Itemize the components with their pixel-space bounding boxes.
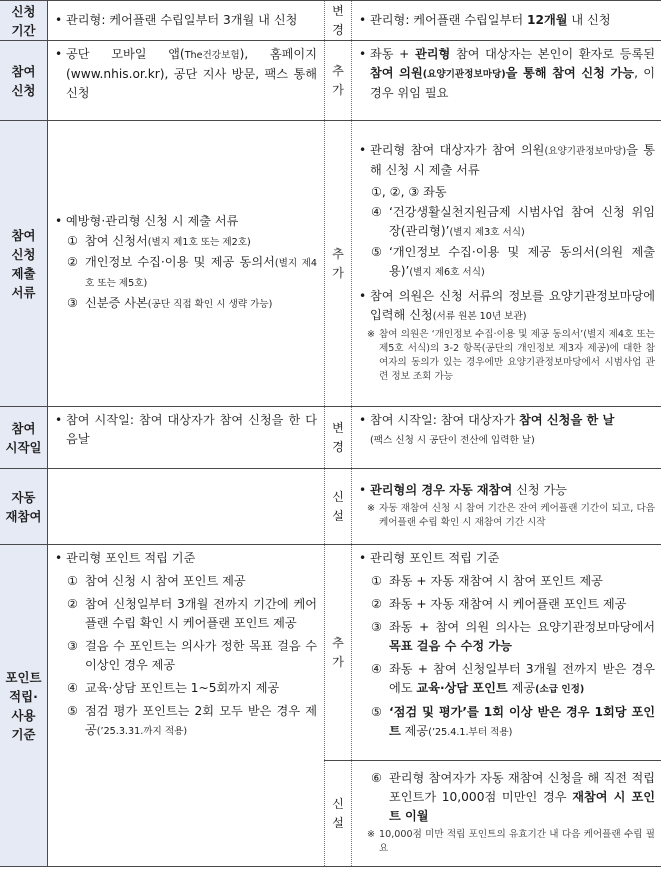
new-points-carryover: ⑥ 관리형 참여자가 자동 재참여 신청을 해 직전 적립 포인트가 10,000점 미만인 경우 재참여 시 포인트 이월 ※ 10,000점 미만 적립 포인트의 유효기간 내 다음 케어플랜 수립 필요	[352, 761, 661, 867]
label-start-date: 참여 시작일	[0, 407, 48, 469]
points-note: ※ 10,000점 미만 적립 포인트의 유효기간 내 다음 케어플랜 수립 필요	[367, 829, 655, 854]
new-submission-documents: • 관리형 참여 대상자가 참여 의원(요양기관정보마당)을 통해 신청 시 제출 서류 ①, ②, ③ 좌동 ④ ‘건강생활실천지원금제 시범사업 참여 신청 위임장(관리형)’(별지 제3호 서식) ⑤ ‘개인정보 수집·이용 및 제공 동의서(의원 제출용)’(별지 제6호 서식) • 참여 의원은 신청 서류의 정보를 요양기관정보마당에 입력해 신청(서류 원본 10년 보관) ※ 참여 의원은 ‘개인정보 수집·이용 및 제공 동의서’(별지 제4호 또는 제5호 서식)의 3-2 항목(공단의 개인정보 제3자 제공)에 대한 참여자의 동의가 있는 경우에만 요양기관정보마당에서 시범사업 관련 정보 조회 가능	[352, 121, 661, 407]
change-type-points-new: 신 설	[325, 761, 352, 867]
row-submission-documents	[0, 121, 661, 407]
change-type-points-add: 추 가	[325, 545, 352, 761]
old-start-date: • 참여 시작일: 참여 대상자가 참여 신청을 한 다음날	[48, 407, 325, 469]
row-auto-rejoin	[0, 469, 661, 545]
old-submission-documents: • 예방형·관리형 신청 시 제출 서류 ① 참여 신청서(별지 제1호 또는 제2호) ② 개인정보 수집·이용 및 제공 동의서(별지 제4호 또는 제5호) ③ 신분증 사본(공단 직접 확인 시 생략 가능)	[48, 121, 325, 407]
row-points	[0, 545, 661, 761]
docs-note: ※ 참여 의원은 ‘개인정보 수집·이용 및 제공 동의서’(별지 제4호 또는 제5호 서식)의 3-2 항목(공단의 개인정보 제3자 제공)에 대한 참여자의 동의가 있는 경우에만 요양기관정보마당에서 시범사업 관련 정보 조회 가능	[367, 329, 655, 382]
change-type-period: 변 경	[325, 1, 352, 41]
new-application-period: • 관리형: 케어플랜 수립일부터 12개월 내 신청	[352, 1, 661, 41]
row-application-period	[0, 1, 661, 41]
label-points: 포인트 적립· 사용 기준	[0, 545, 48, 867]
change-type-method: 추 가	[325, 41, 352, 121]
new-auto-rejoin: • 관리형의 경우 자동 재참여 신청 가능 ※ 자동 재참여 신청 시 참여 기간은 잔여 케어플랜 기간이 되고, 다음 케어플랜 수립 확인 시 재참여 기간 시작	[352, 469, 661, 545]
change-type-start: 변 경	[325, 407, 352, 469]
auto-rejoin-note: ※ 자동 재참여 신청 시 참여 기간은 잔여 케어플랜 기간이 되고, 다음 케어플랜 수립 확인 시 재참여 기간 시작	[367, 503, 655, 528]
label-participation-application: 참여 신청	[0, 41, 48, 121]
row-participation-application	[0, 41, 661, 121]
new-points: • 관리형 포인트 적립 기준 ① 좌동 + 자동 재참여 시 참여 포인트 제공 ② 좌동 + 자동 재참여 시 케어플랜 포인트 제공 ③ 좌동 + 참여 의원 의사는 요양기관정보마당에서 목표 걸음 수 수정 가능 ④ 좌동 + 참여 신청일부터 3개월 전까지 받은 경우에도 교육·상담 포인트 제공(소급 인정) ⑤ ‘점검 및 평가’를 1회 이상 받은 경우 1회당 포인트 제공(’25.4.1.부터 적용)	[352, 545, 661, 761]
new-start-date: • 참여 시작일: 참여 대상자가 참여 신청을 한 날 (팩스 신청 시 공단이 전산에 입력한 날)	[352, 407, 661, 469]
old-auto-rejoin	[48, 469, 325, 545]
label-auto-rejoin: 자동 재참여	[0, 469, 48, 545]
label-application-period: 신청 기간	[0, 1, 48, 41]
new-participation-application: • 좌동 + 관리형 참여 대상자는 본인이 환자로 등록된 참여 의원(요양기관정보마당)을 통해 참여 신청 가능, 이 경우 위임 필요	[352, 41, 661, 121]
change-type-auto: 신 설	[325, 469, 352, 545]
old-participation-application: • 공단 모바일 앱(The건강보험), 홈페이지(www.nhis.or.kr), 공단 지사 방문, 팩스 통해 신청	[48, 41, 325, 121]
label-submission-documents: 참여 신청 제출 서류	[0, 121, 48, 407]
row-start-date	[0, 407, 661, 469]
change-type-docs: 추 가	[325, 121, 352, 407]
old-points: • 관리형 포인트 적립 기준 ① 참여 신청 시 참여 포인트 제공 ② 참여 신청일부터 3개월 전까지 기간에 케어플랜 수립 확인 시 케어플랜 포인트 제공 ③ 걸음 수 포인트는 의사가 정한 목표 걸음 수 이상인 경우 제공 ④ 교육·상담 포인트는 1~5회까지 제공 ⑤ 점검 평가 포인트는 2회 모두 받은 경우 제공(’25.3.31.까지 적용)	[48, 545, 325, 867]
old-application-period: • 관리형: 케어플랜 수립일부터 3개월 내 신청	[48, 1, 325, 41]
